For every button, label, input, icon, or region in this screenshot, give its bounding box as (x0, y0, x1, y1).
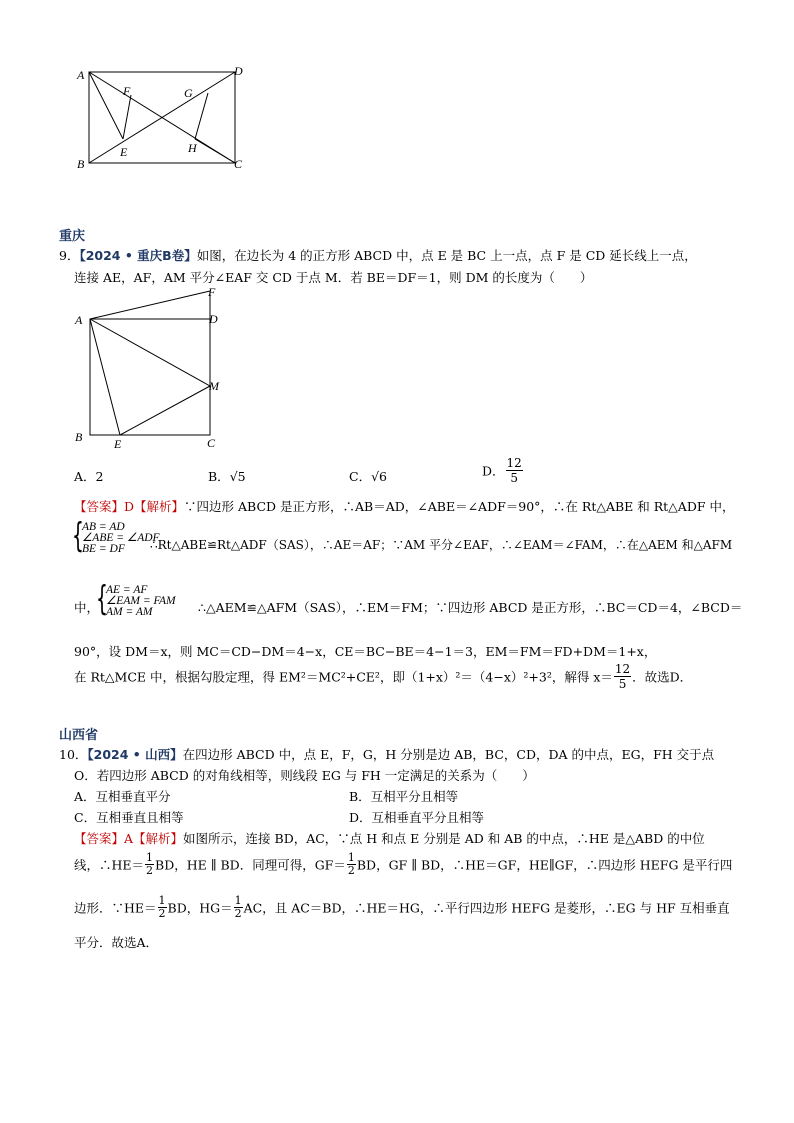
q10-half-numerator: 1 (234, 894, 242, 907)
fig2-label-d: D (209, 312, 218, 326)
q10-half-denominator: 2 (158, 907, 166, 920)
q9-system1-brace: { (72, 516, 84, 556)
q10-solution-text3b: BD，HG＝ (167, 900, 233, 916)
q9-solution-numerator: 12 (614, 662, 631, 676)
q9-system2-brace: { (96, 579, 108, 619)
q10-half-numerator: 1 (347, 851, 355, 864)
q9-option-b-value: √5 (229, 469, 246, 484)
q9-solution-denominator: 5 (618, 677, 627, 691)
q9-text-line1: 如图，在边长为 4 的正方形 ABCD 中，点 E 是 BC 上一点，点 F 是 CD 延长线上一点， (196, 248, 697, 263)
q9-system1-row: AB = AD (82, 521, 125, 533)
q10-solution-text2a: 线，∴HE＝ (74, 857, 145, 873)
q10-option-c: C．互相垂直且相等 (74, 810, 184, 825)
q10-solution-line2 (74, 852, 732, 877)
fig2-label-c: C (207, 436, 216, 450)
q9-system1 (82, 522, 160, 555)
q9-text-line2: 连接 AE，AF，AM 平分∠EAF 交 CD 于点 M．若 BE＝DF＝1，则 DM 的长度为（ ） (74, 270, 593, 285)
q9-answer-tag: 【答案】D【解析】 (74, 499, 185, 514)
q9-option-c (349, 467, 387, 485)
q10-half-denominator: 2 (347, 864, 355, 877)
fig2-label-a: A (75, 313, 83, 327)
fig2-label-b: B (75, 430, 83, 444)
q10-option-a: A．互相垂直平分 (74, 789, 171, 804)
q9-solution-end: ．故选D． (632, 669, 693, 685)
q10-number: 10． (59, 747, 88, 762)
q10-half-denominator: 2 (234, 907, 242, 920)
fig1-label-f: F (123, 84, 131, 98)
figure-rectangle-diagram (70, 60, 260, 180)
q9-option-a: A．2 (74, 469, 104, 484)
q9-system2-row: AE = AF (106, 584, 148, 596)
q9-option-d (482, 456, 524, 485)
q10-source: 【2024 • 山西】 (87, 747, 183, 762)
q9-system1-row: BE = DF (82, 543, 125, 555)
fig1-label-a: A (77, 68, 85, 82)
q10-solution-line3 (74, 895, 730, 920)
fig1-label-e: E (120, 145, 128, 159)
q10-option-b: B．互相平分且相等 (349, 789, 459, 804)
q9-option-b (208, 467, 246, 485)
q10-line1 (59, 745, 714, 763)
q10-text-line2: O．若四边形 ABCD 的对角线相等，则线段 EG 与 FH 一定满足的关系为（ ） (74, 768, 535, 783)
q10-solution-text2b: BD，HE ∥ BD．同理可得，GF＝ (155, 857, 346, 873)
fig1-label-c: C (234, 157, 243, 171)
fig1-label-g: G (184, 86, 193, 100)
q9-system2 (106, 585, 176, 618)
q10-solution-text2c: BD，GF ∥ BD，∴HE＝GF，HE∥GF，∴四边形 HEFG 是平行四 (356, 857, 733, 873)
q9-solution-prefix: 中， (74, 600, 100, 615)
q9-source: 【2024 • 重庆B卷】 (79, 248, 197, 263)
q10-solution-line4: 平分．故选A． (74, 935, 159, 950)
q9-solution-line4: 90°，设 DM＝x，则 MC＝CD−DM＝4−x，CE＝BC−BE＝4−1＝3，EM＝FM＝FD+DM＝1+x， (74, 644, 657, 659)
fig1-label-d: D (234, 64, 243, 78)
q9-option-c-letter: C． (349, 469, 372, 484)
q9-system2-row: AM = AM (106, 606, 153, 618)
q9-solution-line2: ∴Rt△ABE≌Rt△ADF（SAS），∴AE＝AF；∵AM 平分∠EAF，∴∠EAM＝∠FAM，∴在△AEM 和△AFM (150, 538, 733, 552)
q9-option-d-numerator: 12 (506, 456, 522, 470)
q10-text-line1: 在四边形 ABCD 中，点 E，F，G，H 分别是边 AB，BC，CD，DA 的中点，EG，FH 交于点 (182, 747, 715, 762)
fig2-label-e: E (114, 437, 122, 451)
fig1-label-h: H (188, 141, 197, 155)
q10-solution-text1: 如图所示，连接 BD，AC，∵点 H 和点 E 分别是 AD 和 AB 的中点，∴HE 是△ABD 的中位 (183, 831, 705, 846)
q9-solution-line5 (74, 662, 692, 691)
q9-option-d-denominator: 5 (510, 471, 518, 485)
figure-square-diagram (80, 285, 220, 450)
q10-option-d: D．互相垂直平分且相等 (349, 810, 485, 825)
q9-solution-line3: ∴△AEM≌△AFM（SAS），∴EM＝FM；∵四边形 ABCD 是正方形，∴BC＝CD＝4，∠BCD＝ (198, 600, 743, 615)
q10-solution-text3c: AC，且 AC＝BD，∴HE＝HG，∴平行四边形 HEFG 是菱形，∴EG 与 HF 互相垂直 (243, 900, 730, 916)
q10-half-numerator: 1 (158, 894, 166, 907)
q9-system1-row: ∠ABE = ∠ADF (82, 532, 160, 544)
section-heading-chongqing: 重庆 (59, 229, 86, 244)
fig1-label-b: B (77, 157, 85, 171)
q9-option-c-value: √6 (371, 469, 387, 484)
q9-option-d-letter: D． (482, 463, 505, 479)
q9-solution-text5: 在 Rt△MCE 中，根据勾股定理，得 EM²＝MC²+CE²，即（1+x）²＝（4−x）²+3²，解得 x＝ (74, 669, 613, 685)
q9-option-b-letter: B． (208, 469, 230, 484)
q9-number: 9． (59, 248, 80, 263)
q9-solution-text1: ∵四边形 ABCD 是正方形，∴AB＝AD，∠ABE＝∠ADF＝90°，∴在 Rt△ABE 和 Rt△ADF 中， (184, 499, 735, 514)
fig2-label-f: F (208, 285, 216, 299)
q9-system2-row: ∠EAM = FAM (106, 595, 176, 607)
q10-half-numerator: 1 (146, 851, 154, 864)
q9-line1 (59, 246, 697, 264)
q10-solution-text3a: 边形．∵HE＝ (74, 900, 157, 916)
q10-half-denominator: 2 (146, 864, 154, 877)
q9-solution-line1 (74, 497, 734, 515)
q10-answer-tag: 【答案】A【解析】 (74, 831, 184, 846)
section-heading-shanxi: 山西省 (59, 728, 99, 743)
fig2-label-m: M (209, 379, 219, 393)
q10-solution-line1 (74, 829, 705, 847)
